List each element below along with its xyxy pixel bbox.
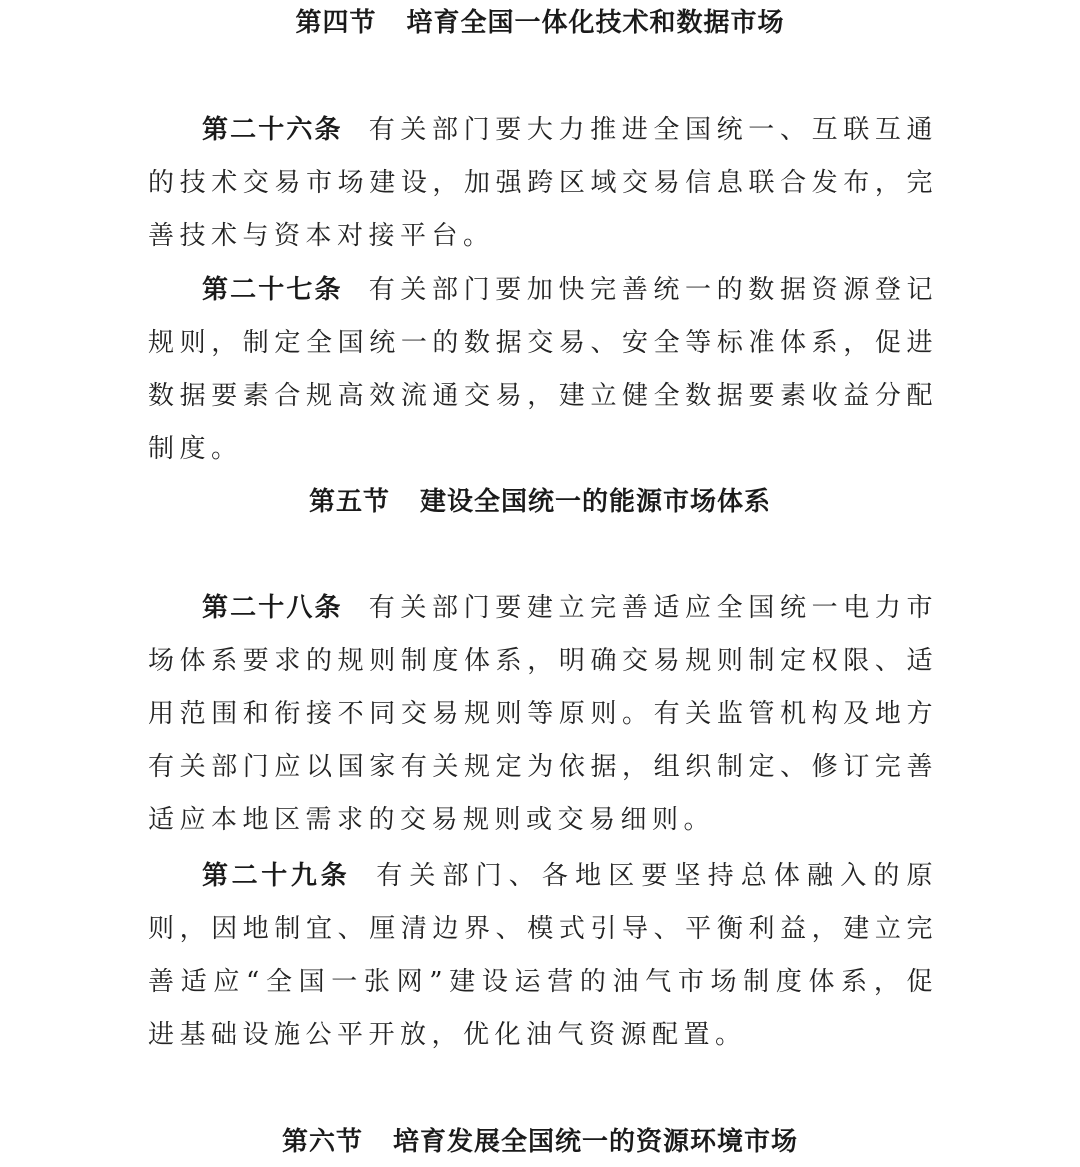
article-paragraph <box>148 104 938 263</box>
section-number: 第六节 <box>281 1127 363 1157</box>
section-title: 培育全国一体化技术和数据市场 <box>406 8 785 38</box>
article-number: 第二十九条 <box>202 861 351 891</box>
section-heading <box>0 6 1080 40</box>
section-title: 建设全国统一的能源市场体系 <box>420 487 772 517</box>
section-number: 第四节 <box>295 8 377 38</box>
article-text: 有关部门要大力推进全国统一、互联互通的技术交易市场建设，加强跨区域交易信息联合发布，完善技术与资本对接平台。 <box>148 115 938 251</box>
article-paragraph <box>148 582 938 847</box>
section-number: 第五节 <box>308 487 390 517</box>
section-heading <box>0 1125 1080 1159</box>
section-title: 培育发展全国统一的资源环境市场 <box>393 1127 799 1157</box>
article-number: 第二十六条 <box>202 115 343 145</box>
article-number: 第二十七条 <box>202 275 343 305</box>
article-text: 有关部门要建立完善适应全国统一电力市场体系要求的规则制度体系，明确交易规则制定权限、适用范围和衔接不同交易规则等原则。有关监管机构及地方有关部门应以国家有关规定为依据，组织制定、修订完善适应本地区需求的交易规则或交易细则。 <box>148 593 938 835</box>
article-text: 有关部门、各地区要坚持总体融入的原则，因地制宜、厘清边界、模式引导、平衡利益，建立完善适应“全国一张网”建设运营的油气市场制度体系，促进基础设施公平开放，优化油气资源配置。 <box>148 861 938 1050</box>
article-number: 第二十八条 <box>202 593 343 623</box>
article-text: 有关部门要加快完善统一的数据资源登记规则，制定全国统一的数据交易、安全等标准体系，促进数据要素合规高效流通交易，建立健全数据要素收益分配制度。 <box>148 275 938 464</box>
article-paragraph <box>148 850 938 1062</box>
article-paragraph <box>148 264 938 476</box>
section-heading <box>0 485 1080 519</box>
